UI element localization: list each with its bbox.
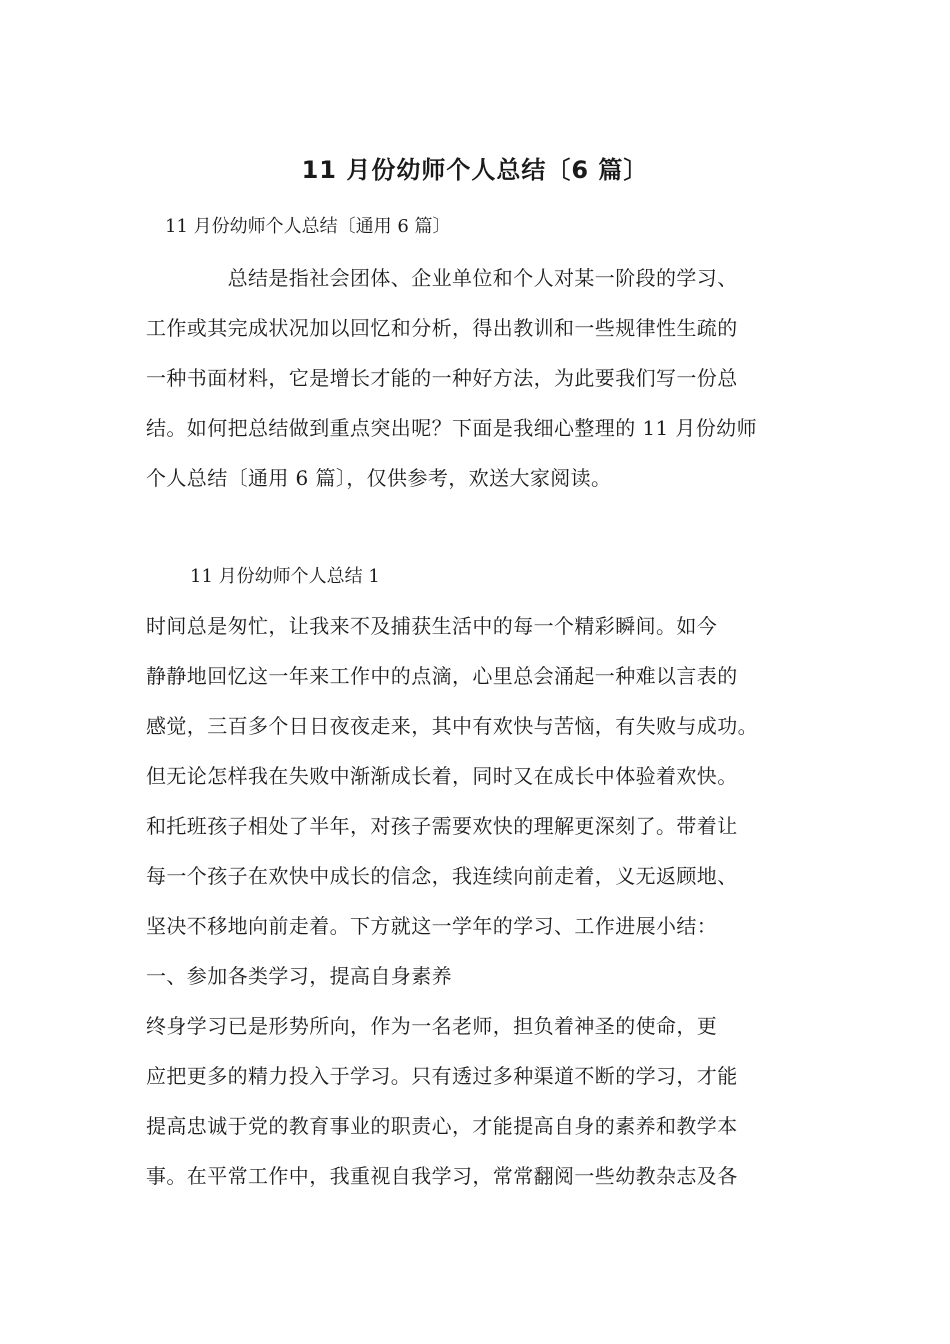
subsection-heading: 一、参加各类学习，提高自身素养 xyxy=(146,964,452,988)
body-line: 应把更多的精力投入于学习。只有透过多种渠道不断的学习，才能 xyxy=(146,1064,738,1088)
body-line: 每一个孩子在欢快中成长的信念，我连续向前走着，义无返顾地、 xyxy=(146,864,738,888)
intro-line: 工作或其完成状况加以回忆和分析，得出教训和一些规律性生疏的 xyxy=(146,316,738,340)
document-subtitle: 11 月份幼师个人总结〔通用 6 篇〕 xyxy=(165,216,451,237)
body-line: 时间总是匆忙，让我来不及捕获生活中的每一个精彩瞬间。如今 xyxy=(146,614,718,638)
intro-line: 结。如何把总结做到重点突出呢？下面是我细心整理的 11 月份幼师 xyxy=(146,416,757,440)
section-heading: 11 月份幼师个人总结 1 xyxy=(190,566,380,587)
body-line: 提高忠诚于党的教育事业的职责心，才能提高自身的素养和教学本 xyxy=(146,1114,738,1138)
body-line: 和托班孩子相处了半年，对孩子需要欢快的理解更深刻了。带着让 xyxy=(146,814,738,838)
body-line: 终身学习已是形势所向，作为一名老师，担负着神圣的使命，更 xyxy=(146,1014,718,1038)
body-line: 但无论怎样我在失败中渐渐成长着，同时又在成长中体验着欢快。 xyxy=(146,764,738,788)
intro-line: 个人总结〔通用 6 篇〕，仅供参考，欢送大家阅读。 xyxy=(146,466,612,490)
intro-line: 一种书面材料，它是增长才能的一种好方法，为此要我们写一份总 xyxy=(146,366,738,390)
body-line: 坚决不移地向前走着。下方就这一学年的学习、工作进展小结： xyxy=(146,914,718,938)
body-line: 事。在平常工作中，我重视自我学习，常常翻阅一些幼教杂志及各 xyxy=(146,1164,738,1188)
document-title: 11 月份幼师个人总结〔6 篇〕 xyxy=(301,156,649,184)
body-line: 感觉，三百多个日日夜夜走来，其中有欢快与苦恼，有失败与成功。 xyxy=(146,714,758,738)
intro-line: 总结是指社会团体、企业单位和个人对某一阶段的学习、 xyxy=(146,266,738,290)
body-line: 静静地回忆这一年来工作中的点滴，心里总会涌起一种难以言表的 xyxy=(146,664,738,688)
